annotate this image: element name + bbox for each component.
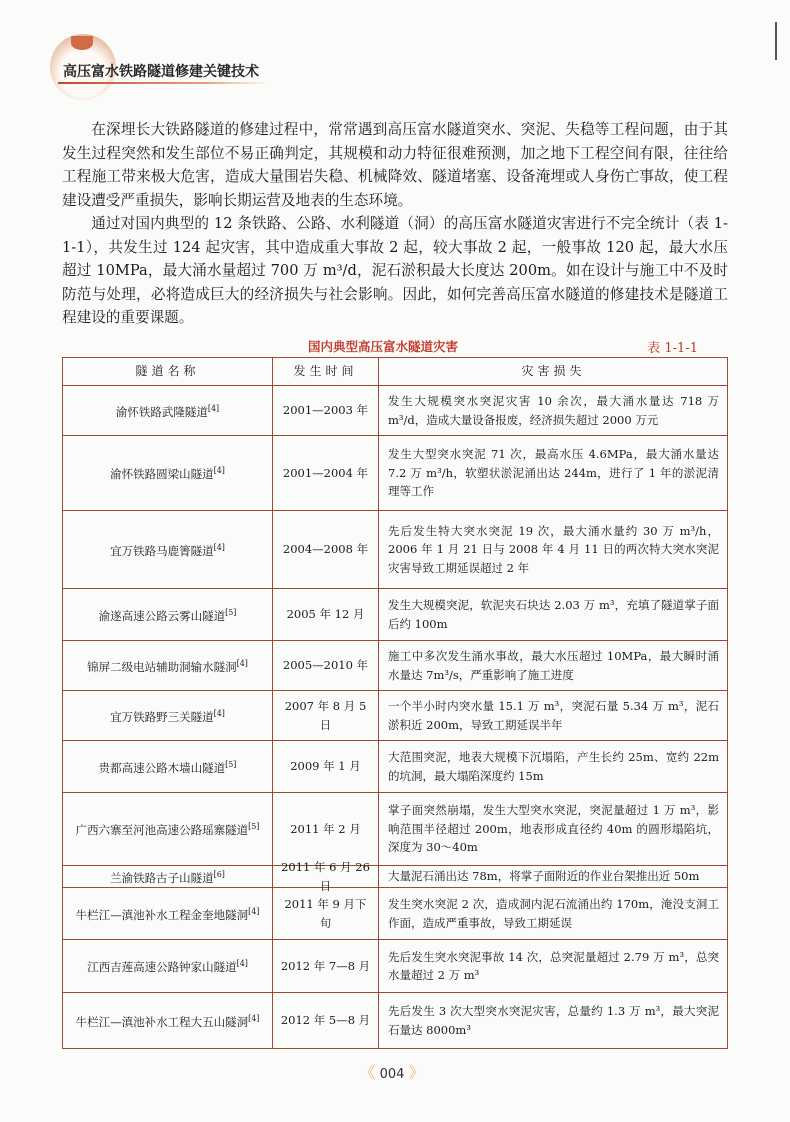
logo-accent bbox=[71, 36, 93, 50]
disaster-table bbox=[62, 357, 728, 1049]
table-row bbox=[63, 992, 727, 1048]
book-title: 高压富水铁路隧道修建关键技术 bbox=[63, 64, 259, 80]
tunnel-name: 贵都高速公路木墙山隧道[5] bbox=[63, 741, 273, 792]
column-header-loss: 灾害损失 bbox=[521, 364, 586, 379]
table-row bbox=[63, 740, 727, 792]
disaster-loss: 先后发生突水突泥事故 14 次，总突泥量超过 2.79 万 m³，总突水量超过 2 万 m³ bbox=[388, 949, 719, 982]
tunnel-name: 牛栏江—滇池补水工程大五山隧洞[4] bbox=[63, 993, 273, 1048]
column-header-name: 隧道名称 bbox=[63, 358, 273, 385]
occurrence-time: 2005—2010 年 bbox=[273, 641, 379, 690]
table-number: 表 1-1-1 bbox=[647, 341, 698, 356]
page-number-text: 004 bbox=[379, 1067, 405, 1082]
tunnel-name: 渝怀铁路武隆隧道[4] bbox=[63, 386, 273, 435]
table-row bbox=[63, 939, 727, 992]
table-row bbox=[63, 640, 727, 690]
tunnel-name: 兰渝铁路古子山隧道[6] bbox=[63, 866, 273, 887]
occurrence-time: 2012 年 5—8 月 bbox=[273, 993, 379, 1048]
table-title: 国内典型高压富水隧道灾害 bbox=[308, 339, 459, 354]
page-number bbox=[352, 1060, 432, 1083]
tunnel-name: 锦屏二级电站辅助洞输水隧洞[4] bbox=[63, 641, 273, 690]
occurrence-time: 2011 年 6 月 26 日 bbox=[273, 866, 379, 887]
table-row bbox=[63, 690, 727, 740]
table-row bbox=[63, 510, 727, 588]
disaster-loss: 发生大规模突泥，软泥夹石块达 2.03 万 m³，充填了隧道掌子面后约 100m bbox=[388, 598, 719, 631]
left-bracket-icon: 《 bbox=[359, 1063, 376, 1082]
occurrence-time: 2012 年 7—8 月 bbox=[273, 940, 379, 992]
tunnel-name: 广西六寨至河池高速公路瑶寨隧道[5] bbox=[63, 793, 273, 865]
disaster-loss: 大量泥石涌出达 78m，将掌子面附近的作业台架推出近 50m bbox=[388, 869, 700, 884]
disaster-loss: 掌子面突然崩塌，发生大型突水突泥，突泥量超过 1 万 m³，影响范围半径超过 200m，地表形成直径约 40m 的圆形塌陷坑，深度为 30～40m bbox=[388, 803, 719, 855]
column-header-time: 发生时间 bbox=[273, 358, 379, 385]
disaster-loss: 大范围突泥，地表大规模下沉塌陷，产生长约 25m、宽约 22m 的坑洞，最大塌陷深度约 15m bbox=[388, 750, 719, 783]
paragraph: 通过对国内典型的 12 条铁路、公路、水利隧道（洞）的高压富水隧道灾害进行不完全统计（表 1-1-1），共发生过 124 起灾害，其中造成重大事故 2 起，较大事故 2 起，一般事故 120 起，最大水压超过 10MPa，最大涌水量超过 700 万 m³/d，泥石淤积最大长度达 200m。如在设计与施工中不及时防范与处理，必将造成巨大的经济损失与社会影响。因此，如何完善高压富水隧道的修建技术是隧道工程建设的重要课题。 bbox=[62, 215, 728, 326]
occurrence-time: 2011 年 9 月下旬 bbox=[273, 888, 379, 939]
disaster-loss: 发生大型突水突泥 71 次，最高水压 4.6MPa，最大涌水量达 7.2 万 m³/h，软塑状淤泥涌出达 244m，进行了 1 年的淤泥清理等工作 bbox=[388, 447, 719, 499]
disaster-loss: 施工中多次发生涌水事故，最大水压超过 10MPa，最大瞬时涌水量达 7m³/s，严重影响了施工进度 bbox=[388, 649, 719, 682]
table-row bbox=[63, 860, 727, 893]
right-bracket-icon: 》 bbox=[408, 1063, 425, 1082]
occurrence-time: 2001—2004 年 bbox=[273, 436, 379, 510]
tunnel-name: 渝遂高速公路云雾山隧道[5] bbox=[63, 589, 273, 640]
tunnel-name: 宜万铁路野三关隧道[4] bbox=[63, 691, 273, 740]
tunnel-name: 渝怀铁路圆梁山隧道[4] bbox=[63, 436, 273, 510]
disaster-loss: 一个半小时内突水量 15.1 万 m³，突泥石量 5.34 万 m³，泥石淤积近 200m，导致工期延误半年 bbox=[388, 699, 719, 732]
table-caption bbox=[62, 337, 728, 357]
occurrence-time: 2009 年 1 月 bbox=[273, 741, 379, 792]
header-rule bbox=[58, 82, 268, 84]
occurrence-time: 2011 年 2 月 bbox=[273, 793, 379, 865]
table-row bbox=[63, 435, 727, 510]
body-text bbox=[62, 118, 728, 330]
tunnel-name: 宜万铁路马鹿箐隧道[4] bbox=[63, 511, 273, 588]
disaster-loss: 发生突水突泥 2 次，造成洞内泥石流涌出约 170m，淹没支洞工作面，造成严重事故，导致工期延误 bbox=[388, 897, 719, 930]
disaster-loss: 先后发生特大突水突泥 19 次，最大涌水量约 30 万 m³/h，2006 年 1 月 21 日与 2008 年 4 月 11 日的两次特大突水突泥灾害导致工期延误超过 2 年 bbox=[388, 523, 719, 575]
occurrence-time: 2005 年 12 月 bbox=[273, 589, 379, 640]
occurrence-time: 2004—2008 年 bbox=[273, 511, 379, 588]
page-edge-mark bbox=[775, 22, 777, 60]
table-row bbox=[63, 887, 727, 939]
occurrence-time: 2007 年 8 月 5 日 bbox=[273, 691, 379, 740]
table-header-row bbox=[63, 358, 727, 385]
tunnel-name: 江西吉莲高速公路钟家山隧道[4] bbox=[63, 940, 273, 992]
table-row bbox=[63, 385, 727, 435]
occurrence-time: 2001—2003 年 bbox=[273, 386, 379, 435]
page-header bbox=[0, 0, 790, 100]
table-row bbox=[63, 588, 727, 640]
table-row bbox=[63, 792, 727, 865]
disaster-loss: 发生大规模突水突泥灾害 10 余次，最大涌水量达 718 万 m³/d，造成大量设备报废，经济损失超过 2000 万元 bbox=[388, 394, 719, 427]
disaster-loss: 先后发生 3 次大型突水突泥灾害，总量约 1.3 万 m³，最大突泥石量达 8000m³ bbox=[388, 1004, 719, 1037]
paragraph: 在深埋长大铁路隧道的修建过程中，常常遇到高压富水隧道突水、突泥、失稳等工程问题，由于其发生过程突然和发生部位不易正确判定，其规模和动力特征很难预测，加之地下工程空间有限，往往给工程施工带来极大危害，造成大量围岩失稳、机械降效、隧道堵塞、设备淹埋或人身伤亡事故，使工程建设遭受严重损失，影响长期运营及地表的生态环境。 bbox=[62, 121, 728, 209]
tunnel-name: 牛栏江—滇池补水工程金奎地隧洞[4] bbox=[63, 888, 273, 939]
